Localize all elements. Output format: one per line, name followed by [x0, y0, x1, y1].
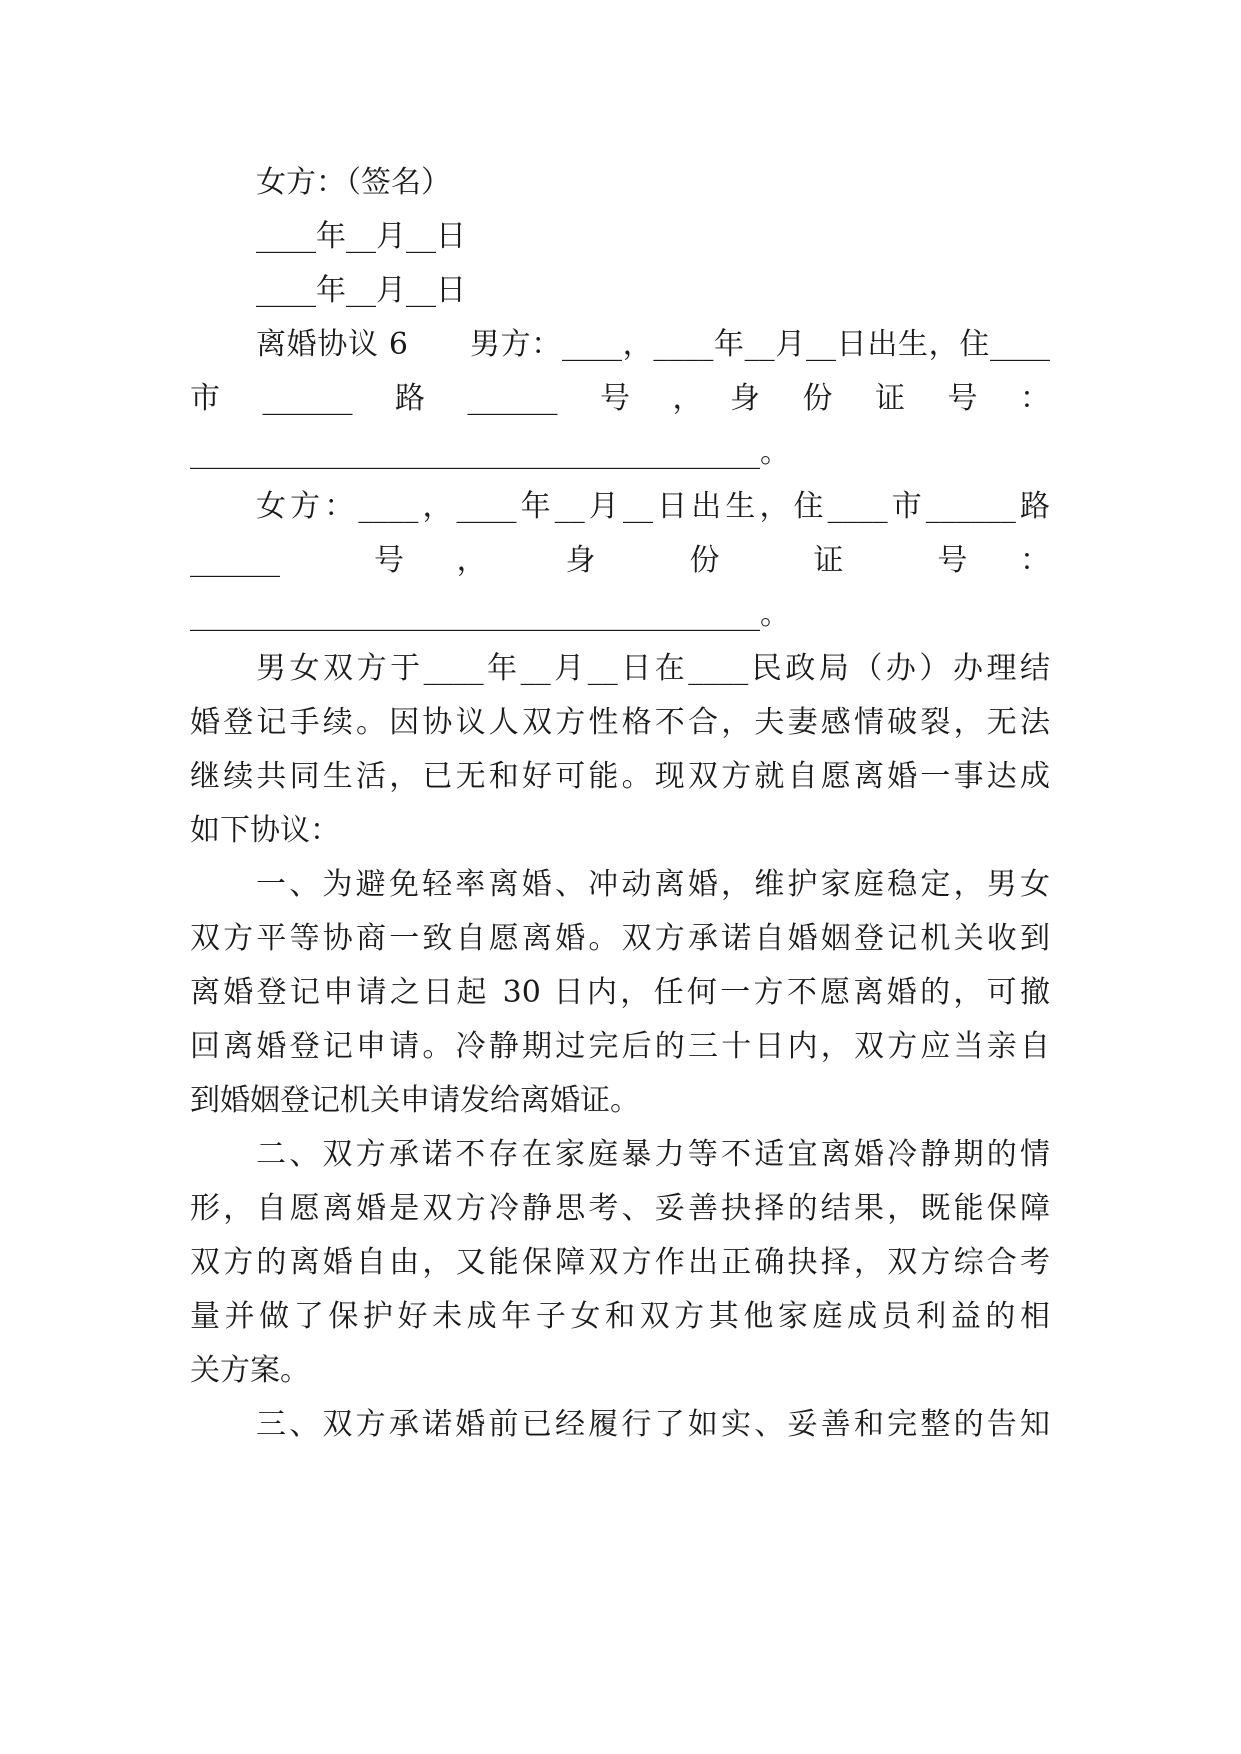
- female-address-line: ______ 号 ， 身 份 证 号 ：: [190, 543, 1050, 578]
- male-address-line: 市 ______ 路 ______ 号 ， 身 份 证 号 ：: [190, 381, 1050, 416]
- clause-one-line: 回离婚登记申请。冷静期过完后的三十日内，双方应当亲自: [190, 1029, 1050, 1064]
- clause-two-line: 形，自愿离婚是双方冷静思考、妥善抉择的结果，既能保障: [190, 1191, 1050, 1226]
- clause-two-line: 双方的离婚自由，又能保障双方作出正确抉择，双方综合考: [190, 1245, 1050, 1280]
- male-id-line: ______________________________________。: [190, 435, 790, 470]
- clause-one-line: 双方平等协商一致自愿离婚。双方承诺自婚姻登记机关收到: [190, 921, 1050, 956]
- agreement-heading-male-info: 离婚协议 6 男方：____，____年__月__日出生，住____: [256, 327, 1050, 362]
- paragraph-line: 继续共同生活，已无和好可能。现双方就自愿离婚一事达成: [190, 759, 1050, 794]
- clause-one-line: 到婚姻登记机关申请发给离婚证。: [190, 1083, 640, 1118]
- female-info-line: 女方：____，____年__月__日出生，住____市______路: [256, 489, 1050, 524]
- paragraph-line: 婚登记手续。因协议人双方性格不合，夫妻感情破裂，无法: [190, 705, 1050, 740]
- clause-two-line: 二、双方承诺不存在家庭暴力等不适宜离婚冷静期的情: [256, 1137, 1050, 1172]
- date-line: ____年__月__日: [256, 219, 466, 254]
- clause-two-line: 关方案。: [190, 1353, 310, 1388]
- clause-two-line: 量并做了保护好未成年子女和双方其他家庭成员利益的相: [190, 1299, 1050, 1334]
- female-id-line: ______________________________________。: [190, 597, 790, 632]
- female-signature-line: 女方：（签名）: [256, 165, 451, 200]
- clause-three-line: 三、双方承诺婚前已经履行了如实、妥善和完整的告知: [256, 1407, 1050, 1442]
- paragraph-line: 如下协议：: [190, 813, 340, 848]
- paragraph-line: 男女双方于____年__月__日在____民政局（办）办理结: [256, 651, 1050, 686]
- date-line: ____年__月__日: [256, 273, 466, 308]
- clause-one-line: 离婚登记申请之日起 30 日内，任何一方不愿离婚的，可撤: [190, 975, 1050, 1010]
- clause-one-line: 一、为避免轻率离婚、冲动离婚，维护家庭稳定，男女: [256, 867, 1050, 902]
